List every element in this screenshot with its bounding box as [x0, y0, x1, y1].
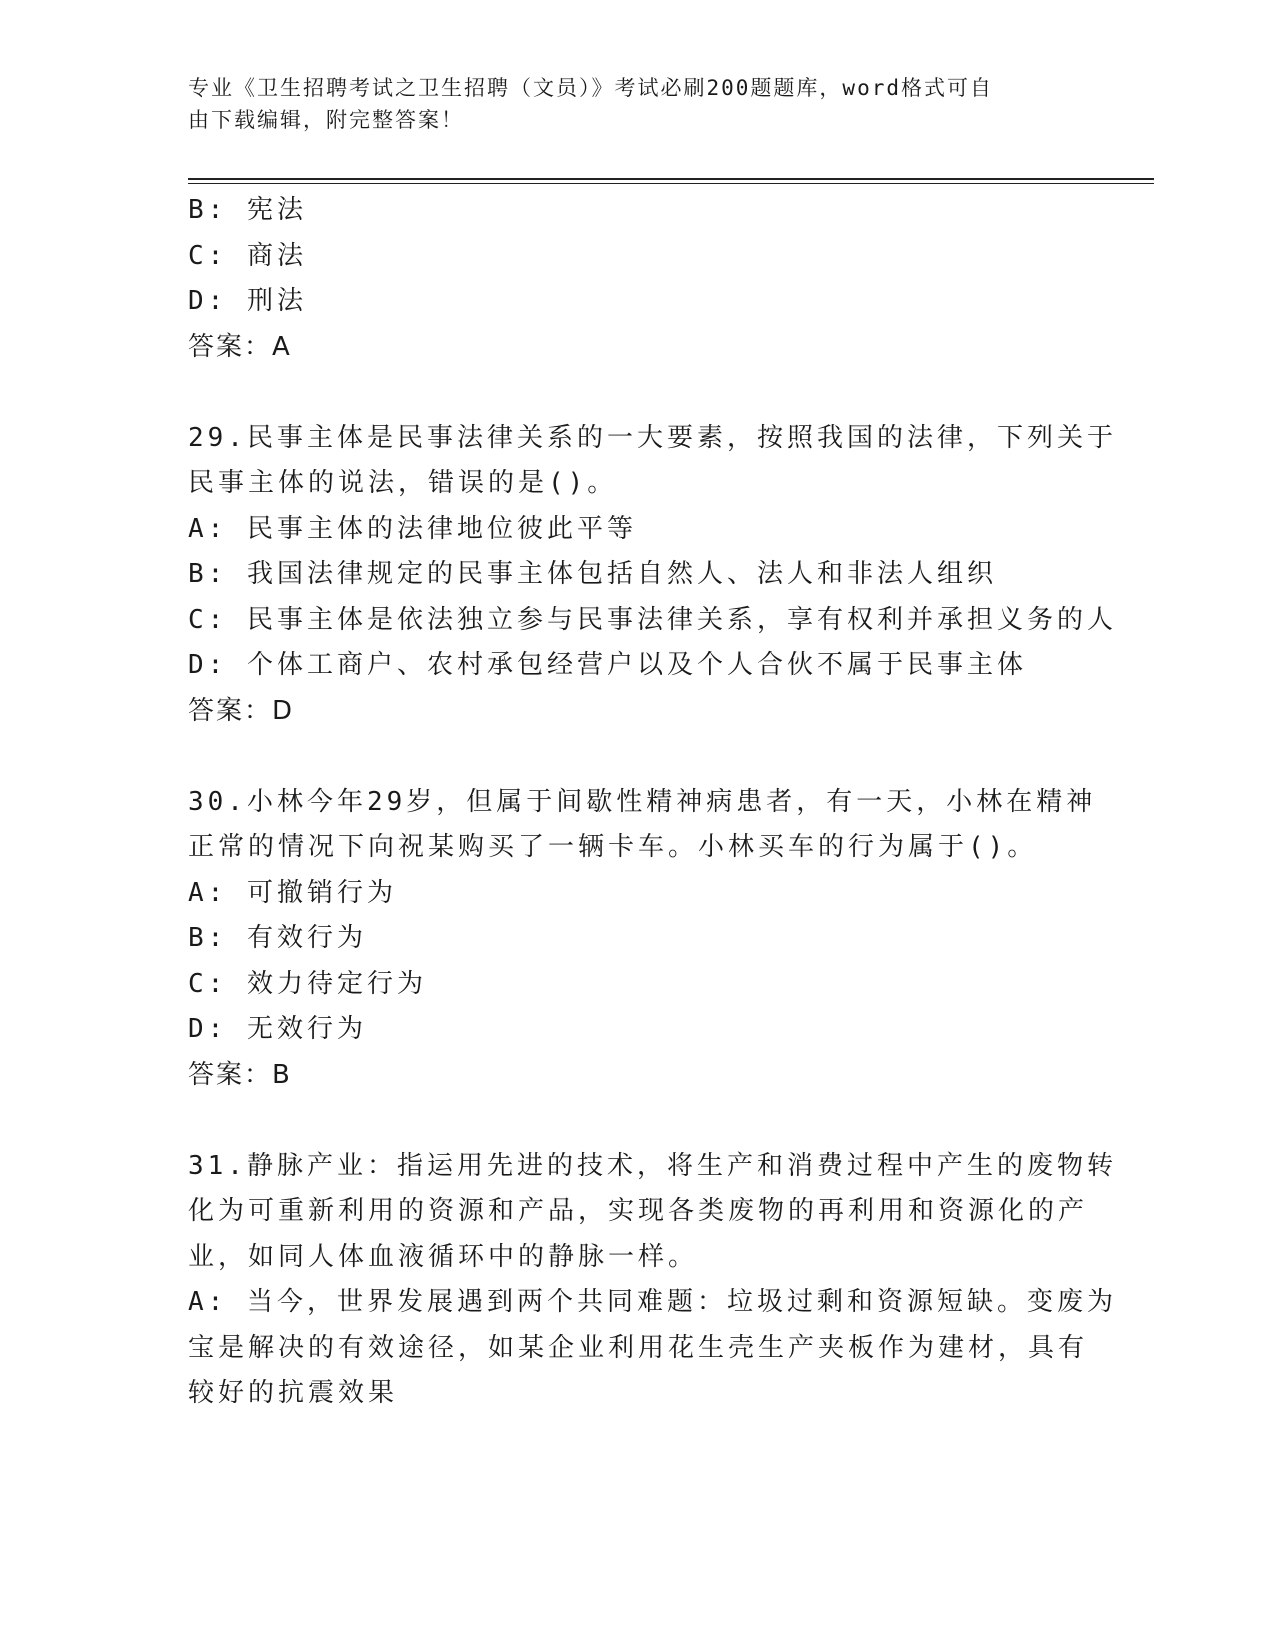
question-stem-line: 民事主体的说法，错误的是()。: [188, 468, 618, 498]
question-29: [188, 416, 1117, 735]
option-a: A: 可撤销行为: [188, 877, 397, 908]
question-30: [188, 780, 1097, 1099]
question-list: [188, 188, 1117, 1417]
header-line-1: 专业《卫生招聘考试之卫生招聘（文员）》考试必刷200题题库，word格式可自: [188, 76, 993, 100]
option-d: D: 个体工商户、农村承包经营户以及个人合伙不属于民事主体: [188, 650, 1027, 680]
question-gap: [188, 1098, 1088, 1144]
question-28: [188, 188, 1088, 370]
option-a: A: 当今，世界发展遇到两个共同难题：垃圾过剩和资源短缺。变废为: [188, 1287, 1117, 1317]
question-gap: [188, 734, 1088, 780]
option-b: B: 我国法律规定的民事主体包括自然人、法人和非法人组织: [188, 559, 997, 589]
option-c: C: 民事主体是依法独立参与民事法律关系，享有权利并承担义务的人: [188, 604, 1117, 635]
header-divider-thin: [188, 183, 1154, 184]
option-a: A: 民事主体的法律地位彼此平等: [188, 513, 637, 544]
question-stem-line: 31.静脉产业：指运用先进的技术，将生产和消费过程中产生的废物转: [188, 1150, 1117, 1181]
option-c: C: 效力待定行为: [188, 968, 427, 999]
option-b: B: 有效行为: [188, 923, 367, 953]
option-a-continued: 较好的抗震效果: [188, 1378, 399, 1408]
question-stem-line: 化为可重新利用的资源和产品，实现各类废物的再利用和资源化的产: [188, 1196, 1089, 1226]
option-c: C: 商法: [188, 240, 307, 271]
document-header: [188, 72, 1068, 136]
question-stem-line: 30.小林今年29岁，但属于间歇性精神病患者，有一天，小林在精神: [188, 786, 1097, 817]
question-stem-line: 正常的情况下向祝某购买了一辆卡车。小林买车的行为属于()。: [188, 832, 1038, 862]
question-stem-line: 29.民事主体是民事法律关系的一大要素，按照我国的法律，下列关于: [188, 422, 1117, 453]
question-stem-line: 业，如同人体血液循环中的静脉一样。: [188, 1241, 699, 1272]
question-gap: [188, 370, 1088, 416]
question-31: [188, 1144, 1117, 1417]
option-a-continued: 宝是解决的有效途径，如某企业利用花生壳生产夹板作为建材，具有: [188, 1332, 1089, 1363]
header-line-2: 由下载编辑，附完整答案！: [188, 108, 464, 132]
option-d: D: 无效行为: [188, 1014, 367, 1044]
answer-line: 答案：B: [188, 1059, 292, 1090]
option-d: D: 刑法: [188, 286, 307, 316]
header-divider-thick: [188, 178, 1154, 180]
option-b: B: 宪法: [188, 195, 307, 225]
answer-line: 答案：A: [188, 331, 292, 362]
answer-line: 答案：D: [188, 695, 295, 726]
